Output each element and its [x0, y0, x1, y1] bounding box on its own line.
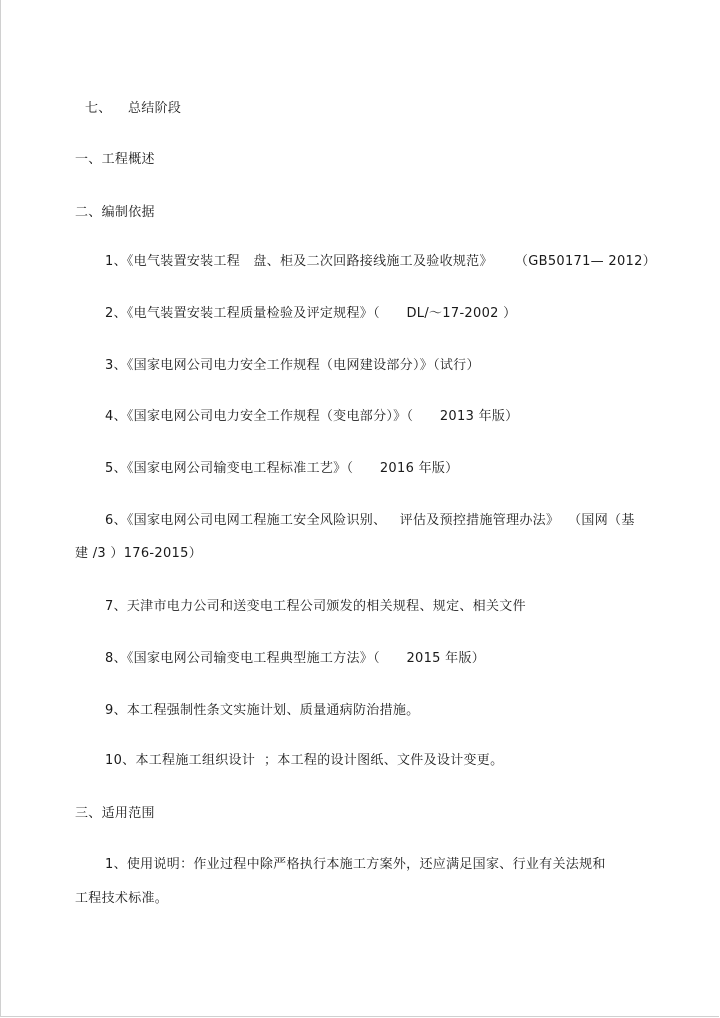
basis-item-8: 8、《国家电网公司输变电工程典型施工方法》（ 2015 年版） — [105, 651, 486, 666]
basis-item-3: 3、《国家电网公司电力安全工作规程（电网建设部分）》（试行） — [105, 358, 480, 373]
basis-item-1: 1、《电气装置安装工程 盘、柜及二次回路接线施工及验收规范》 （GB50171— 2012） — [105, 254, 656, 269]
section-heading-scope: 三、适用范围 — [75, 806, 155, 821]
scope-item-1: 1、使用说明：作业过程中除严格执行本施工方案外，还应满足国家、行业有关法规和 — [105, 857, 606, 872]
scope-item-1-continued: 工程技术标准。 — [75, 891, 169, 906]
basis-item-9: 9、本工程强制性条文实施计划、质量通病防治措施。 — [105, 703, 420, 718]
basis-item-7: 7、天津市电力公司和送变电工程公司颁发的相关规程、规定、相关文件 — [105, 599, 526, 614]
basis-item-10: 10、本工程施工组织设计 ；本工程的设计图纸、文件及设计变更。 — [105, 753, 504, 768]
basis-item-5: 5、《国家电网公司输变电工程标准工艺》（ 2016 年版） — [105, 461, 459, 476]
section-heading-basis: 二、编制依据 — [75, 205, 155, 220]
basis-item-2: 2、《电气装置安装工程质量检验及评定规程》（ DL/～17-2002 ） — [105, 306, 517, 321]
chapter-title: 总结阶段 — [128, 101, 182, 116]
basis-item-6-continued: 建 /3 ）176-2015） — [75, 546, 203, 561]
basis-item-6: 6、《国家电网公司电网工程施工安全风险识别、 评估及预控措施管理办法》 （国网（基 — [105, 513, 635, 528]
section-heading-overview: 一、工程概述 — [75, 152, 155, 167]
chapter-number: 七、 — [85, 101, 112, 116]
basis-item-4: 4、《国家电网公司电力安全工作规程（变电部分）》（ 2013 年版） — [105, 409, 519, 424]
